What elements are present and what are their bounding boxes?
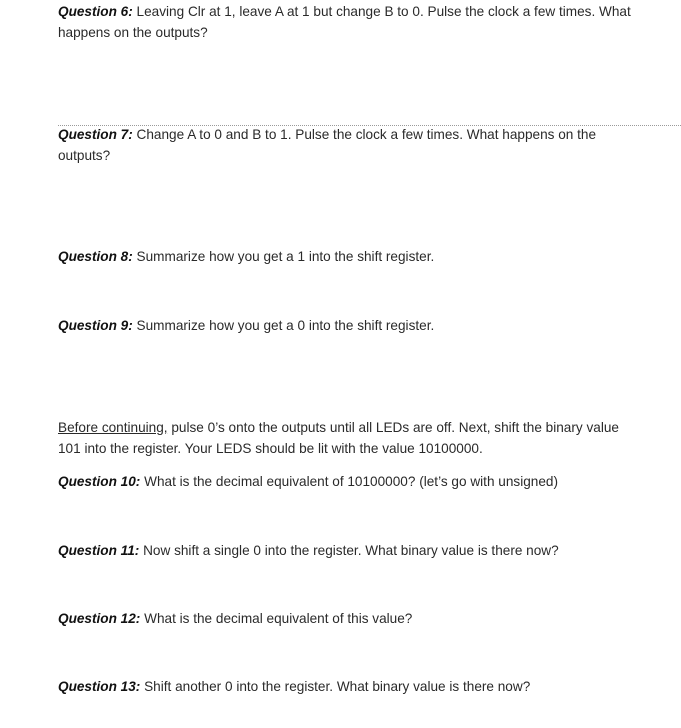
question-11-label: Question 11: [58,543,140,558]
question-11-text: Now shift a single 0 into the register. What binary value is there now? [139,543,559,558]
question-7-block [58,124,638,166]
question-6-block [58,1,638,43]
question-8-text: Summarize how you get a 1 into the shift register. [132,249,435,264]
question-13-block [58,676,638,697]
question-10-label: Question 10: [58,474,141,489]
question-8-block [58,246,638,267]
question-12-label: Question 12: [58,611,141,626]
instruction-paragraph [58,417,628,459]
question-12-block [58,608,638,629]
question-13-label: Question 13: [58,679,141,694]
question-10-text: What is the decimal equivalent of 10100000? (let’s go with unsigned) [140,474,558,489]
question-7-text: Change A to 0 and B to 1. Pulse the clock a few times. What happens on the outputs? [58,127,597,163]
question-13-text: Shift another 0 into the register. What binary value is there now? [140,679,531,694]
question-7-label: Question 7: [58,127,133,142]
question-9-text: Summarize how you get a 0 into the shift register. [132,318,435,333]
question-6-text: Leaving Clr at 1, leave A at 1 but change B to 0. Pulse the clock a few times. What happens on the outputs? [58,4,631,40]
question-6-label: Question 6: [58,4,133,19]
instruction-underlined: Before continuing, [58,420,168,435]
question-8-label: Question 8: [58,249,133,264]
question-9-label: Question 9: [58,318,133,333]
question-9-block [58,315,638,336]
instruction-text: pulse 0’s onto the outputs until all LEDs are off. Next, shift the binary value 101 into the register. Your LEDS should be lit with the value 10100000. [58,420,619,456]
question-12-text: What is the decimal equivalent of this value? [140,611,413,626]
question-10-block [58,471,638,492]
question-11-block [58,540,638,561]
